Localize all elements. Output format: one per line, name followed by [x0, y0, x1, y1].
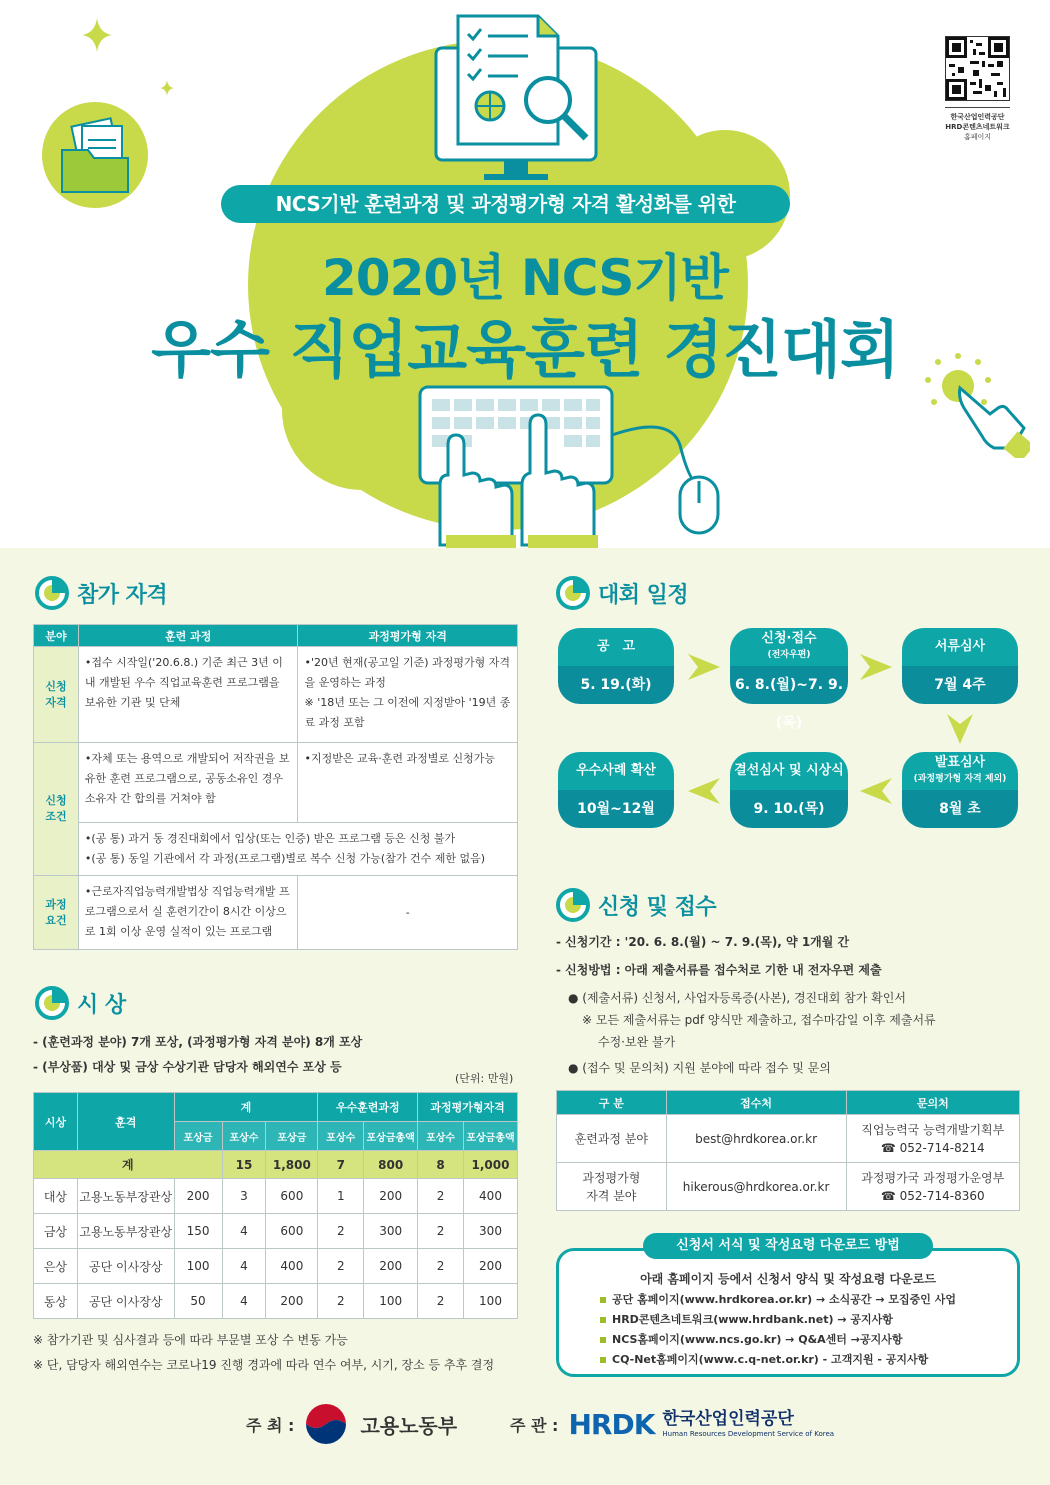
step-sublabel: (전자우편): [767, 650, 811, 660]
chevron-right-icon: [858, 652, 894, 682]
footer-host: [246, 1402, 457, 1446]
table-cell: 600: [266, 1179, 318, 1214]
list-item: [600, 1330, 956, 1350]
table-cell: 공단 이사장상: [77, 1284, 174, 1319]
phone-number: ☎ 052-714-8360: [880, 1188, 985, 1203]
table-cell: -: [298, 876, 518, 950]
download-link[interactable]: HRD콘텐츠네트워크(www.hrdbank.net) → 공지사항: [612, 1313, 893, 1326]
list-item: [600, 1350, 956, 1370]
monitor-document-icon: [418, 14, 618, 184]
table-subheader: 포상금총액: [464, 1122, 518, 1151]
chevron-right-icon: [686, 652, 722, 682]
eligibility-table: [33, 624, 518, 950]
table-cell: 은상: [34, 1249, 78, 1284]
footer-org: [510, 1402, 834, 1446]
bullet-square-icon: [600, 1297, 606, 1303]
cell-line: •'20년 현재(공고일 기준) 과정평가형 자격을 운영하는 과정: [304, 656, 510, 689]
table-cell: 동상: [34, 1284, 78, 1319]
table-cell: 2: [418, 1214, 464, 1249]
hrdk-logo: HRDK: [568, 1407, 655, 1441]
table-cell: •근로자직업능력개발법상 직업능력개발 프로그램으로서 실 훈련기간이 8시간 이상으로 1회 이상 운영 실적이 있는 프로그램: [78, 876, 298, 950]
table-header: 계: [174, 1093, 318, 1122]
table-cell: 1,800: [266, 1151, 318, 1179]
page-title-line2: 우수 직업교육훈련 경진대회: [151, 313, 899, 386]
table-cell: 2: [418, 1249, 464, 1284]
table-cell: 200: [464, 1249, 518, 1284]
table-cell: 150: [174, 1214, 222, 1249]
table-cell: 2: [318, 1249, 364, 1284]
table-subheader: 포상수: [222, 1122, 266, 1151]
note-line: ※ 참가기관 및 심사결과 등에 따라 부문별 포상 수 변동 가능: [33, 1333, 348, 1347]
section-title-text: 신청 및 접수: [598, 894, 717, 920]
table-row: [557, 1163, 1020, 1211]
awards-notes: [33, 1328, 494, 1378]
qr-code-block: [945, 36, 1010, 142]
chevron-left-icon: [858, 776, 894, 806]
bullet-square-icon: [600, 1317, 606, 1323]
step-label: 공 고: [596, 639, 636, 654]
table-header: 문의처: [846, 1091, 1019, 1115]
table-header: 과정평가형 자격: [298, 625, 518, 647]
table-cell: 1: [318, 1179, 364, 1214]
apply-docs-note: ※ 모든 제출서류는 pdf 양식만 제출하고, 접수마감일 이후 제출서류: [582, 1013, 936, 1027]
qr-caption: HRD콘텐츠네트워크: [945, 123, 1010, 131]
unit-label: (단위: 만원): [455, 1072, 514, 1085]
step-label: 결선심사 및 시상식: [734, 763, 844, 778]
table-cell: 3: [222, 1179, 266, 1214]
awards-summary: [33, 1030, 362, 1080]
table-cell: 공단 이사장상: [77, 1249, 174, 1284]
section-schedule-title: [556, 576, 688, 610]
table-cell: 600: [266, 1214, 318, 1249]
section-badge-icon: [35, 986, 69, 1020]
table-cell: 300: [464, 1214, 518, 1249]
sparkle-icon: [82, 18, 112, 52]
sparkle-icon: [160, 80, 174, 96]
table-cell: 200: [174, 1179, 222, 1214]
list-item: [600, 1310, 956, 1330]
table-cell: 고용노동부장관상: [77, 1214, 174, 1249]
schedule-step: [730, 752, 848, 828]
awards-line: - (부상품) 대상 및 금상 수상기관 담당자 해외연수 포상 등: [33, 1060, 342, 1074]
table-cell: 200: [266, 1284, 318, 1319]
table-cell: 훈련과정 분야: [557, 1115, 667, 1163]
cell-line: •(공 통) 과거 동 경진대회에서 입상(또는 인증) 받은 프로그램 등은 신청 불가: [84, 832, 456, 845]
step-date: 6. 8.(월)~7. 9.(목): [730, 666, 848, 704]
table-cell: 2: [318, 1214, 364, 1249]
section-title-text: 대회 일정: [598, 582, 689, 608]
qr-caption: 홈페이지: [963, 133, 992, 141]
table-cell: 7: [318, 1151, 364, 1179]
table-row: [34, 1249, 518, 1284]
table-cell: 대상: [34, 1179, 78, 1214]
step-label: 서류심사: [934, 639, 986, 654]
schedule-step: [902, 628, 1018, 704]
table-row-total: [34, 1151, 518, 1179]
row-label: 신청 조건: [34, 743, 79, 876]
table-cell: 금상: [34, 1214, 78, 1249]
subtitle-pill: NCS기반 훈련과정 및 과정평가형 자격 활성화를 위한: [221, 185, 790, 223]
table-cell: 4: [222, 1214, 266, 1249]
table-header: 훈격: [77, 1093, 174, 1151]
download-link[interactable]: NCS홈페이지(www.ncs.go.kr) → Q&A센터 →공지사항: [612, 1333, 903, 1346]
download-link[interactable]: 공단 홈페이지(www.hrdkorea.or.kr) → 소식공간 → 모집중인 사업: [612, 1293, 956, 1306]
table-cell: 2: [418, 1284, 464, 1319]
table-subheader: 포상금: [174, 1122, 222, 1151]
qr-code-icon[interactable]: [945, 36, 1010, 101]
table-subheader: 포상수: [318, 1122, 364, 1151]
schedule-step: [558, 628, 674, 704]
table-cell: 100: [464, 1284, 518, 1319]
bullet-square-icon: [600, 1357, 606, 1363]
table-cell: 2: [418, 1179, 464, 1214]
table-cell: 100: [364, 1284, 418, 1319]
step-label: 신청·접수: [761, 631, 817, 646]
awards-line: - (훈련과정 분야) 7개 포상, (과정평가형 자격 분야) 8개 포상: [33, 1035, 363, 1049]
table-header: 시상: [34, 1093, 78, 1151]
download-heading: 아래 홈페이지 등에서 신청서 양식 및 작성요령 다운로드: [640, 1272, 936, 1286]
download-list: [600, 1290, 956, 1370]
table-row: [34, 1179, 518, 1214]
step-date: 5. 19.(화): [558, 666, 674, 704]
table-cell: [298, 647, 518, 743]
schedule-step: [902, 752, 1018, 828]
contact-table: [556, 1090, 1020, 1211]
step-date: 7월 4주: [902, 666, 1018, 704]
row-label: 신청 자격: [34, 647, 79, 743]
section-badge-icon: [556, 576, 590, 610]
section-awards-title: [35, 986, 126, 1020]
keyboard-hands-icon: [410, 385, 730, 548]
table-subheader: 포상금총액: [364, 1122, 418, 1151]
table-cell: •접수 시작일('20.6.8.) 기준 최근 3년 이내 개발된 우수 직업교육훈련 프로그램을 보유한 기관 및 단체: [78, 647, 298, 743]
table-subheader: 포상수: [418, 1122, 464, 1151]
apply-method: - 신청방법 : 아래 제출서류를 접수처로 기한 내 전자우편 제출: [556, 963, 882, 977]
phone-number: ☎ 052-714-8214: [880, 1140, 985, 1155]
email-link[interactable]: best@hrdkorea.or.kr: [666, 1115, 846, 1163]
host-name: 고용노동부: [360, 1413, 458, 1438]
table-header: 접수처: [666, 1091, 846, 1115]
table-cell: 고용노동부장관상: [77, 1179, 174, 1214]
org-name-block: [662, 1409, 834, 1439]
table-cell: 15: [222, 1151, 266, 1179]
page-title-line1: 2020년 NCS기반: [322, 249, 728, 307]
apply-docs: ● (제출서류) 신청서, 사업자등록증(사본), 경진대회 참가 확인서: [568, 991, 906, 1005]
chevron-left-icon: [686, 776, 722, 806]
table-cell: 과정평가형 자격 분야: [557, 1163, 667, 1211]
org-label: 주 관 :: [510, 1415, 559, 1435]
step-sublabel: (과정평가형 자격 제외): [913, 774, 1007, 784]
table-cell: [846, 1163, 1019, 1211]
list-item: [600, 1290, 956, 1310]
table-header: 구 분: [557, 1091, 667, 1115]
schedule-step: [730, 628, 848, 731]
step-date: 9. 10.(목): [730, 790, 848, 828]
table-cell: 1,000: [464, 1151, 518, 1179]
section-title-text: 참가 자격: [77, 582, 168, 608]
section-eligibility-title: [35, 576, 167, 610]
cell-line: •(공 통) 동일 기관에서 각 과정(프로그램)별로 복수 신청 가능(참가 건수 제한 없음): [84, 852, 486, 865]
table-cell: 800: [364, 1151, 418, 1179]
table-cell: 8: [418, 1151, 464, 1179]
table-row: [557, 1115, 1020, 1163]
dept-name: 직업능력국 능력개발기획부: [861, 1122, 1005, 1137]
table-cell: [78, 823, 517, 876]
qr-caption: 한국산업인력공단: [950, 113, 1005, 121]
table-cell: 4: [222, 1249, 266, 1284]
moel-logo-icon: [304, 1402, 348, 1446]
table-row: [34, 1284, 518, 1319]
row-label: 과정 요건: [34, 876, 79, 950]
section-apply-title: [556, 888, 716, 922]
table-cell: 50: [174, 1284, 222, 1319]
download-link[interactable]: CQ-Net홈페이지(www.c.q-net.or.kr) - 고객지원 - 공지사항: [612, 1353, 929, 1366]
step-label: 발표심사: [934, 755, 986, 770]
step-date: 10월~12월: [558, 790, 674, 828]
note-line: ※ 단, 담당자 해외연수는 코로나19 진행 경과에 따라 연수 여부, 시기, 장소 등 추후 결정: [33, 1358, 495, 1372]
apply-period: - 신청기간 : '20. 6. 8.(월) ~ 7. 9.(목), 약 1개월 간: [556, 935, 850, 949]
schedule-step: [558, 752, 674, 828]
table-cell: •자체 또는 용역으로 개발되어 저작권을 보유한 훈련 프로그램으로, 공동소유인 경우 소유자 간 합의를 거쳐야 함: [78, 743, 298, 823]
email-link[interactable]: hikerous@hrdkorea.or.kr: [666, 1163, 846, 1211]
bullet-square-icon: [600, 1337, 606, 1343]
cell-note: ※ '18년 또는 그 이전에 지정받아 '19년 종료 과정 포함: [304, 696, 511, 729]
table-cell: [846, 1115, 1019, 1163]
step-date: 8월 초: [902, 790, 1018, 828]
apply-contact-intro: ● (접수 및 문의처) 지원 분야에 따라 접수 및 문의: [568, 1061, 831, 1075]
step-label: 우수사례 확산: [576, 763, 656, 778]
dept-name: 과정평가국 과정평가운영부: [861, 1170, 1005, 1185]
section-badge-icon: [35, 576, 69, 610]
download-pill: 신청서 서식 및 작성요령 다운로드 방법: [643, 1233, 933, 1259]
table-cell: 2: [318, 1284, 364, 1319]
table-cell: 200: [364, 1249, 418, 1284]
table-cell: 400: [464, 1179, 518, 1214]
host-label: 주 최 :: [246, 1415, 295, 1435]
folder-icon: [40, 100, 150, 210]
awards-table: [33, 1092, 518, 1319]
section-title-text: 시 상: [77, 992, 126, 1018]
table-header: 우수훈련과정: [318, 1093, 418, 1122]
table-cell: 400: [266, 1249, 318, 1284]
table-row: [34, 1214, 518, 1249]
apply-docs-note: 수정·보완 불가: [598, 1035, 676, 1049]
org-name-en: Human Resources Development Service of Korea: [662, 1430, 835, 1438]
table-header: 과정평가형자격: [418, 1093, 518, 1122]
hero-banner: [0, 0, 1050, 548]
table-subheader: 포상금: [266, 1122, 318, 1151]
table-header: 훈련 과정: [78, 625, 298, 647]
table-cell: 200: [364, 1179, 418, 1214]
table-cell: 4: [222, 1284, 266, 1319]
table-cell: 300: [364, 1214, 418, 1249]
table-cell: •지정받은 교육·훈련 과정별로 신청가능: [298, 743, 518, 823]
chevron-down-icon: [945, 712, 975, 746]
org-name: 한국산업인력공단: [662, 1409, 794, 1429]
table-cell: 계: [34, 1151, 223, 1179]
table-cell: 100: [174, 1249, 222, 1284]
section-badge-icon: [556, 888, 590, 922]
table-header: 분야: [34, 625, 79, 647]
